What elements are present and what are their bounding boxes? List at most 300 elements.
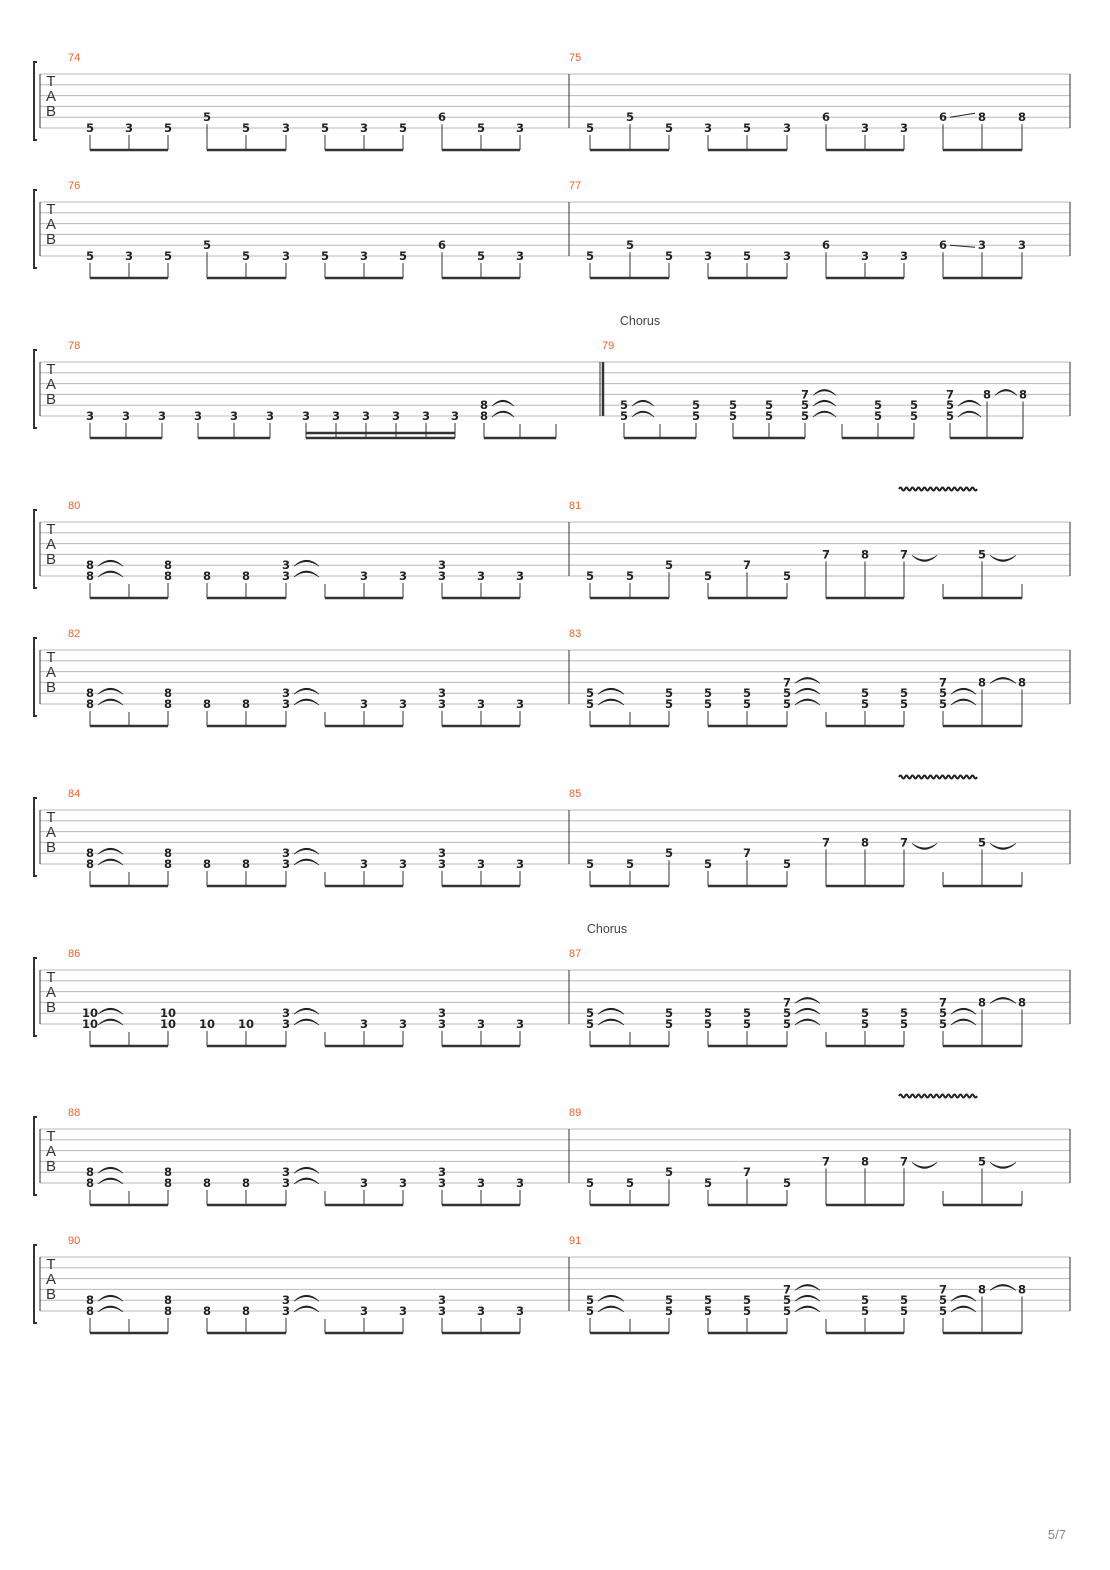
fret-number: 5 <box>585 1006 595 1021</box>
fret-number: 5 <box>398 249 408 263</box>
fret-number: 5 <box>860 686 870 701</box>
fret-number: 5 <box>664 697 674 711</box>
fret-number: 8 <box>163 697 173 711</box>
measure-number: 74 <box>68 52 81 64</box>
measure-number: 87 <box>569 948 582 960</box>
fret-number: 3 <box>281 1017 291 1031</box>
fret-number: 5 <box>619 409 629 423</box>
fret-number: 5 <box>320 121 330 135</box>
tab-system <box>34 1095 1070 1206</box>
fret-number: 5 <box>938 1017 948 1031</box>
fret-number: 3 <box>398 857 408 871</box>
fret-number: 8 <box>85 558 95 573</box>
tab-clef-letter: B <box>45 999 57 1016</box>
fret-number: 5 <box>800 409 810 423</box>
fret-number: 7 <box>782 675 792 690</box>
fret-number: 8 <box>85 686 95 701</box>
fret-number: 3 <box>476 569 486 583</box>
measure-number: 84 <box>68 788 81 800</box>
fret-number: 5 <box>977 547 987 562</box>
tab-clef-letter: A <box>45 1271 57 1288</box>
fret-number: 5 <box>664 1304 674 1318</box>
fret-number: 8 <box>241 857 251 871</box>
fret-number: 3 <box>281 121 291 135</box>
fret-number: 8 <box>860 547 870 562</box>
fret-number: 7 <box>945 387 955 402</box>
measure-number: 91 <box>569 1235 582 1247</box>
fret-number: 5 <box>782 1017 792 1031</box>
fret-number: 6 <box>938 110 948 125</box>
fret-number: 3 <box>437 1017 447 1031</box>
fret-number: 3 <box>977 238 987 253</box>
fret-number: 7 <box>938 675 948 690</box>
fret-number: 3 <box>515 697 525 711</box>
fret-number: 8 <box>241 1176 251 1190</box>
tab-clef-letter: A <box>45 216 57 233</box>
fret-number: 5 <box>398 121 408 135</box>
fret-number: 5 <box>625 238 635 253</box>
fret-number: 5 <box>691 409 701 423</box>
fret-number: 8 <box>982 387 992 402</box>
slide-line <box>950 113 975 117</box>
fret-number: 5 <box>691 398 701 413</box>
fret-number: 5 <box>860 1304 870 1318</box>
fret-number: 8 <box>1017 995 1027 1010</box>
section-label: Chorus <box>619 314 661 328</box>
fret-number: 3 <box>437 1165 447 1180</box>
fret-number: 8 <box>163 846 173 861</box>
fret-number: 5 <box>619 398 629 413</box>
fret-number: 5 <box>938 1304 948 1318</box>
tab-clef-letter: B <box>45 1286 57 1303</box>
fret-number: 8 <box>163 1304 173 1318</box>
fret-number: 5 <box>163 121 173 135</box>
fret-number: 5 <box>909 398 919 413</box>
measure-number: 81 <box>569 500 582 512</box>
fret-number: 8 <box>163 558 173 573</box>
fret-number: 8 <box>85 846 95 861</box>
fret-number: 3 <box>476 697 486 711</box>
fret-number: 7 <box>821 1154 831 1169</box>
fret-number: 5 <box>899 1017 909 1031</box>
fret-number: 10 <box>159 1006 177 1021</box>
tab-clef-letter: B <box>45 231 57 248</box>
tie-arc <box>990 555 1016 561</box>
fret-number: 7 <box>782 995 792 1010</box>
fret-number: 5 <box>664 1006 674 1021</box>
fret-number: 6 <box>821 238 831 253</box>
fret-number: 5 <box>625 857 635 871</box>
fret-number: 6 <box>821 110 831 125</box>
fret-number: 5 <box>764 398 774 413</box>
tab-clef-letter: T <box>46 809 56 826</box>
fret-number: 5 <box>742 1017 752 1031</box>
fret-number: 8 <box>85 1176 95 1190</box>
tie-arc <box>990 843 1016 849</box>
fret-number: 8 <box>85 1304 95 1318</box>
fret-number: 5 <box>241 121 251 135</box>
fret-number: 3 <box>281 846 291 861</box>
fret-number: 3 <box>359 1304 369 1318</box>
tab-clef-letter: A <box>45 1143 57 1160</box>
fret-number: 5 <box>742 1006 752 1021</box>
fret-number: 8 <box>241 697 251 711</box>
fret-number: 5 <box>703 697 713 711</box>
fret-number: 5 <box>782 857 792 871</box>
fret-number: 3 <box>281 686 291 701</box>
fret-number: 3 <box>281 558 291 573</box>
tab-clef-letter: T <box>46 201 56 218</box>
fret-number: 5 <box>585 1176 595 1190</box>
fret-number: 7 <box>742 846 752 861</box>
fret-number: 3 <box>437 697 447 711</box>
fret-number: 5 <box>742 686 752 701</box>
fret-number: 3 <box>398 1304 408 1318</box>
fret-number: 5 <box>585 1304 595 1318</box>
tab-clef-letter: T <box>46 1256 56 1273</box>
fret-number: 3 <box>450 409 460 423</box>
fret-number: 5 <box>938 1293 948 1308</box>
fret-number: 3 <box>157 409 167 423</box>
tab-system <box>34 922 1070 1046</box>
tie-arc <box>912 1162 937 1168</box>
fret-number: 3 <box>193 409 203 423</box>
fret-number: 5 <box>625 110 635 125</box>
fret-number: 6 <box>437 238 447 253</box>
fret-number: 3 <box>391 409 401 423</box>
tab-clef-letter: T <box>46 969 56 986</box>
tab-clef-letter: B <box>45 103 57 120</box>
fret-number: 3 <box>359 569 369 583</box>
fret-number: 3 <box>359 697 369 711</box>
fret-number: 3 <box>281 1176 291 1190</box>
measure-number: 89 <box>569 1107 582 1119</box>
tab-clef-letter: A <box>45 824 57 841</box>
fret-number: 5 <box>320 249 330 263</box>
fret-number: 5 <box>476 249 486 263</box>
fret-number: 5 <box>728 398 738 413</box>
fret-number: 3 <box>361 409 371 423</box>
measure-number: 77 <box>569 180 582 192</box>
fret-number: 8 <box>1017 1282 1027 1297</box>
fret-number: 10 <box>198 1017 216 1031</box>
fret-number: 7 <box>938 995 948 1010</box>
tab-system <box>34 776 1070 887</box>
fret-number: 3 <box>281 1304 291 1318</box>
fret-number: 5 <box>742 1293 752 1308</box>
system-brace <box>34 350 37 428</box>
fret-number: 3 <box>515 1304 525 1318</box>
fret-number: 8 <box>85 569 95 583</box>
fret-number: 8 <box>85 697 95 711</box>
fret-number: 5 <box>625 1176 635 1190</box>
fret-number: 8 <box>1017 675 1027 690</box>
fret-number: 5 <box>585 1293 595 1308</box>
fret-number: 3 <box>265 409 275 423</box>
fret-number: 5 <box>938 686 948 701</box>
fret-number: 3 <box>437 686 447 701</box>
fret-number: 5 <box>764 409 774 423</box>
fret-number: 5 <box>241 249 251 263</box>
tab-clef-letter: T <box>46 361 56 378</box>
fret-number: 8 <box>977 1282 987 1297</box>
fret-number: 3 <box>899 249 909 263</box>
fret-number: 5 <box>873 398 883 413</box>
fret-number: 5 <box>703 569 713 583</box>
fret-number: 5 <box>664 1293 674 1308</box>
fret-number: 5 <box>664 1017 674 1031</box>
tab-system <box>34 628 1070 726</box>
system-brace <box>34 1245 37 1323</box>
fret-number: 8 <box>479 398 489 413</box>
vibrato-mark <box>899 1095 977 1098</box>
fret-number: 5 <box>703 1176 713 1190</box>
fret-number: 10 <box>81 1006 99 1021</box>
fret-number: 5 <box>703 686 713 701</box>
fret-number: 8 <box>85 1293 95 1308</box>
tab-clef-letter: A <box>45 536 57 553</box>
fret-number: 8 <box>163 1176 173 1190</box>
system-brace <box>34 510 37 588</box>
fret-number: 5 <box>703 1304 713 1318</box>
tab-system <box>34 180 1070 278</box>
fret-number: 3 <box>359 857 369 871</box>
tab-clef-letter: B <box>45 679 57 696</box>
fret-number: 7 <box>742 558 752 573</box>
fret-number: 5 <box>585 1017 595 1031</box>
fret-number: 8 <box>977 995 987 1010</box>
tab-clef-letter: A <box>45 376 57 393</box>
fret-number: 5 <box>909 409 919 423</box>
fret-number: 5 <box>585 857 595 871</box>
fret-number: 5 <box>585 121 595 135</box>
fret-number: 5 <box>782 697 792 711</box>
vibrato-mark <box>899 488 977 491</box>
fret-number: 3 <box>437 1176 447 1190</box>
fret-number: 7 <box>800 387 810 402</box>
fret-number: 6 <box>938 238 948 253</box>
fret-number: 8 <box>241 569 251 583</box>
fret-number: 5 <box>664 558 674 573</box>
fret-number: 3 <box>782 121 792 135</box>
measure-number: 83 <box>569 628 582 640</box>
fret-number: 8 <box>860 835 870 850</box>
fret-number: 3 <box>515 1017 525 1031</box>
fret-number: 3 <box>359 121 369 135</box>
tab-clef-letter: T <box>46 1128 56 1145</box>
fret-number: 3 <box>301 409 311 423</box>
fret-number: 3 <box>476 857 486 871</box>
vibrato-mark <box>899 776 977 779</box>
fret-number: 3 <box>359 1017 369 1031</box>
fret-number: 8 <box>85 857 95 871</box>
tab-clef-letter: B <box>45 1158 57 1175</box>
fret-number: 8 <box>202 1176 212 1190</box>
fret-number: 3 <box>437 1304 447 1318</box>
fret-number: 3 <box>515 249 525 263</box>
fret-number: 5 <box>782 1176 792 1190</box>
tab-clef-letter: A <box>45 664 57 681</box>
fret-number: 5 <box>163 249 173 263</box>
measure-number: 80 <box>68 500 81 512</box>
fret-number: 3 <box>703 121 713 135</box>
fret-number: 3 <box>782 249 792 263</box>
fret-number: 7 <box>899 835 909 850</box>
fret-number: 3 <box>359 249 369 263</box>
fret-number: 5 <box>664 1165 674 1180</box>
fret-number: 3 <box>515 121 525 135</box>
fret-number: 8 <box>241 1304 251 1318</box>
fret-number: 3 <box>359 1176 369 1190</box>
fret-number: 8 <box>85 1165 95 1180</box>
fret-number: 10 <box>237 1017 255 1031</box>
fret-number: 5 <box>703 1017 713 1031</box>
fret-number: 5 <box>782 1293 792 1308</box>
fret-number: 5 <box>945 398 955 413</box>
fret-number: 8 <box>860 1154 870 1169</box>
fret-number: 8 <box>163 1293 173 1308</box>
fret-number: 5 <box>664 846 674 861</box>
fret-number: 7 <box>938 1282 948 1297</box>
fret-number: 3 <box>124 121 134 135</box>
system-brace <box>34 62 37 140</box>
fret-number: 5 <box>938 1006 948 1021</box>
fret-number: 5 <box>977 1154 987 1169</box>
fret-number: 3 <box>476 1176 486 1190</box>
fret-number: 7 <box>742 1165 752 1180</box>
fret-number: 7 <box>782 1282 792 1297</box>
fret-number: 8 <box>202 697 212 711</box>
fret-number: 7 <box>899 547 909 562</box>
fret-number: 8 <box>163 857 173 871</box>
fret-number: 3 <box>121 409 131 423</box>
fret-number: 7 <box>899 1154 909 1169</box>
fret-number: 3 <box>281 1006 291 1021</box>
fret-number: 3 <box>476 1017 486 1031</box>
tab-system <box>34 488 1070 599</box>
system-brace <box>34 958 37 1036</box>
fret-number: 3 <box>421 409 431 423</box>
fret-number: 5 <box>782 686 792 701</box>
tab-clef-letter: T <box>46 649 56 666</box>
fret-number: 5 <box>585 686 595 701</box>
fret-number: 5 <box>742 1304 752 1318</box>
fret-number: 3 <box>476 1304 486 1318</box>
tab-system <box>34 52 1070 150</box>
measure-number: 85 <box>569 788 582 800</box>
system-brace <box>34 1117 37 1195</box>
fret-number: 5 <box>202 110 212 125</box>
measure-number: 76 <box>68 180 81 192</box>
fret-number: 5 <box>782 569 792 583</box>
system-brace <box>34 798 37 876</box>
measure-number: 90 <box>68 1235 81 1247</box>
fret-number: 3 <box>703 249 713 263</box>
fret-number: 3 <box>860 249 870 263</box>
tab-clef-letter: B <box>45 839 57 856</box>
fret-number: 3 <box>515 569 525 583</box>
fret-number: 5 <box>977 835 987 850</box>
tab-system <box>34 1235 1070 1333</box>
fret-number: 3 <box>229 409 239 423</box>
fret-number: 5 <box>860 1006 870 1021</box>
fret-number: 3 <box>437 1006 447 1021</box>
fret-number: 5 <box>938 697 948 711</box>
tab-system <box>34 314 1070 438</box>
fret-number: 3 <box>281 697 291 711</box>
fret-number: 5 <box>899 686 909 701</box>
fret-number: 5 <box>585 249 595 263</box>
fret-number: 3 <box>398 1017 408 1031</box>
measure-number: 82 <box>68 628 81 640</box>
fret-number: 3 <box>1017 238 1027 253</box>
tab-clef-letter: A <box>45 88 57 105</box>
fret-number: 8 <box>202 1304 212 1318</box>
fret-number: 5 <box>742 249 752 263</box>
fret-number: 5 <box>202 238 212 253</box>
tab-clef-letter: A <box>45 984 57 1001</box>
fret-number: 8 <box>479 409 489 423</box>
fret-number: 5 <box>860 1017 870 1031</box>
fret-number: 3 <box>281 857 291 871</box>
fret-number: 5 <box>742 697 752 711</box>
fret-number: 8 <box>977 110 987 125</box>
measure-number: 78 <box>68 340 81 352</box>
fret-number: 3 <box>437 857 447 871</box>
fret-number: 5 <box>899 1006 909 1021</box>
fret-number: 3 <box>281 1165 291 1180</box>
fret-number: 5 <box>476 121 486 135</box>
fret-number: 3 <box>437 558 447 573</box>
fret-number: 7 <box>821 547 831 562</box>
fret-number: 7 <box>821 835 831 850</box>
tie-arc <box>912 555 937 561</box>
fret-number: 5 <box>782 1006 792 1021</box>
system-brace <box>34 638 37 716</box>
fret-number: 3 <box>398 1176 408 1190</box>
fret-number: 6 <box>437 110 447 125</box>
fret-number: 5 <box>899 697 909 711</box>
fret-number: 3 <box>281 1293 291 1308</box>
fret-number: 3 <box>515 857 525 871</box>
fret-number: 3 <box>281 569 291 583</box>
fret-number: 3 <box>437 569 447 583</box>
fret-number: 5 <box>860 697 870 711</box>
fret-number: 8 <box>1017 110 1027 125</box>
fret-number: 3 <box>437 1293 447 1308</box>
fret-number: 3 <box>85 409 95 423</box>
page-number: 5/7 <box>1047 1527 1066 1542</box>
fret-number: 8 <box>202 857 212 871</box>
fret-number: 3 <box>331 409 341 423</box>
fret-number: 5 <box>782 1304 792 1318</box>
fret-number: 5 <box>664 249 674 263</box>
fret-number: 3 <box>398 569 408 583</box>
fret-number: 5 <box>899 1304 909 1318</box>
fret-number: 3 <box>860 121 870 135</box>
fret-number: 5 <box>899 1293 909 1308</box>
fret-number: 8 <box>202 569 212 583</box>
fret-number: 5 <box>664 121 674 135</box>
section-label: Chorus <box>586 922 628 936</box>
fret-number: 3 <box>437 846 447 861</box>
tab-clef-letter: B <box>45 551 57 568</box>
fret-number: 8 <box>163 569 173 583</box>
fret-number: 5 <box>728 409 738 423</box>
fret-number: 5 <box>664 686 674 701</box>
measure-number: 88 <box>68 1107 81 1119</box>
measure-number: 86 <box>68 948 81 960</box>
